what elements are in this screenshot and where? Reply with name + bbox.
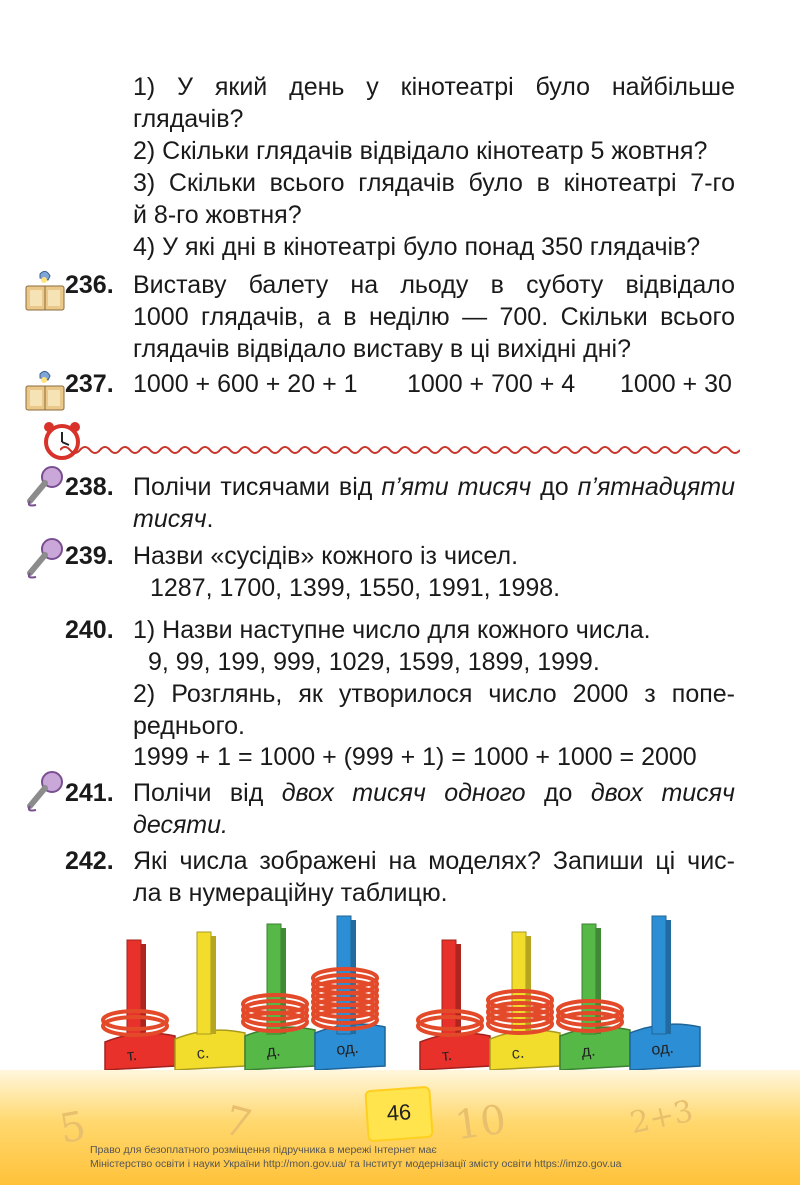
task236-number: 236. [65,271,114,299]
task235-question1: 1) У який день у кінотеатрі було найбільше [133,73,735,101]
task238-line1: Полічи тисячами від п’яти тисяч до п’ятнадцяти [133,473,735,501]
page-number: 46 [385,1099,412,1126]
abacus-rod [652,916,666,1034]
page-number-badge [366,1088,431,1140]
task242-line2: ла в нумераційну таблицю. [133,879,448,907]
abacus-rod-shade [666,920,671,1034]
task242-line1: Які числа зображені на моделях? Запиши ці чис- [133,847,735,875]
task237-expression1: 1000 + 600 + 20 + 1 [133,370,358,398]
task240-line3: 2) Розглянь, як утворилося число 2000 з попе- [133,680,735,708]
abacus-place-label: од. [335,1039,360,1059]
task240-equation: 1999 + 1 = 1000 + (999 + 1) = 1000 + 1000 = 2000 [133,743,697,771]
task235-question3-cont: й 8-го жовтня? [133,201,302,229]
abacus-place-label: т. [441,1046,453,1065]
task238-line2: тисяч. [133,505,214,533]
abacus-base-block [490,1030,560,1070]
task238-number: 238. [65,473,114,501]
abacus-rod-shade [211,936,216,1034]
task240-numbers: 9, 99, 199, 999, 1029, 1599, 1899, 1999. [148,648,600,676]
abacus-rod [442,940,456,1034]
abacus-rod [127,940,141,1034]
task240-line1: 1) Назви наступне число для кожного числа. [133,616,651,644]
task239-number: 239. [65,542,114,570]
abacus-rod [197,932,211,1034]
abacus-base-block [420,1033,490,1070]
footer-license-line1: Право для безоплатного розміщення підручника в мережі Інтернет має [90,1144,437,1156]
task236-line3: глядачів відвідало виставу в ці вихідні дні? [133,335,631,363]
task235-question3: 3) Скільки всього глядачів було в кінотеатрі 7-го [133,169,735,197]
abacus-base-block [175,1030,245,1070]
task242-number: 242. [65,847,114,875]
abacus-place-label: д. [580,1042,597,1061]
task235-question1-cont: глядачів? [133,105,244,133]
abacus-place-label: с. [510,1044,526,1063]
task235-question2: 2) Скільки глядачів відвідало кінотеатр 5 жовтня? [133,137,708,165]
abacus-rod-shade [456,944,461,1034]
abacus-place-label: д. [265,1042,282,1061]
task239-numbers: 1287, 1700, 1399, 1550, 1991, 1998. [150,574,561,602]
task237-expression2: 1000 + 700 + 4 [407,370,576,398]
task240-line4: реднього. [133,712,245,740]
task240-number: 240. [65,616,114,644]
task241-number: 241. [65,779,114,807]
decor-digit: 10 [452,1096,509,1150]
task241-line1: Полічи від двох тисяч одного до двох тисяч [133,779,735,807]
task241-line2: десяти. [133,811,228,839]
task235-question4: 4) У які дні в кінотеатрі було понад 350 глядачів? [133,233,701,261]
task236-line2: 1000 глядачів, а в неділю — 700. Скільки всього [133,303,735,331]
footer-license-line2: Міністерство освіти і науки України http://mon.gov.ua/ та Інститут модернізації змісту освіти https://imzo.gov.ua [90,1158,622,1170]
abacus-rod [512,932,526,1034]
abacus-base-block [105,1033,175,1070]
abacus-place-label: од. [650,1039,675,1059]
task239-line1: Назви «сусідів» кожного із чисел. [133,542,519,570]
task237-number: 237. [65,370,114,398]
abacus-rod-shade [141,944,146,1034]
task236-line1: Виставу балету на льоду в суботу відвідало [133,271,735,299]
abacus-place-label: т. [126,1046,138,1065]
decor-digit: 5 [56,1103,90,1153]
abacus-place-label: с. [195,1044,211,1063]
task237-expression3: 1000 + 30 [620,370,732,398]
decor-digit: 7 [219,1097,256,1149]
decor-digit: 2+3 [627,1093,697,1142]
